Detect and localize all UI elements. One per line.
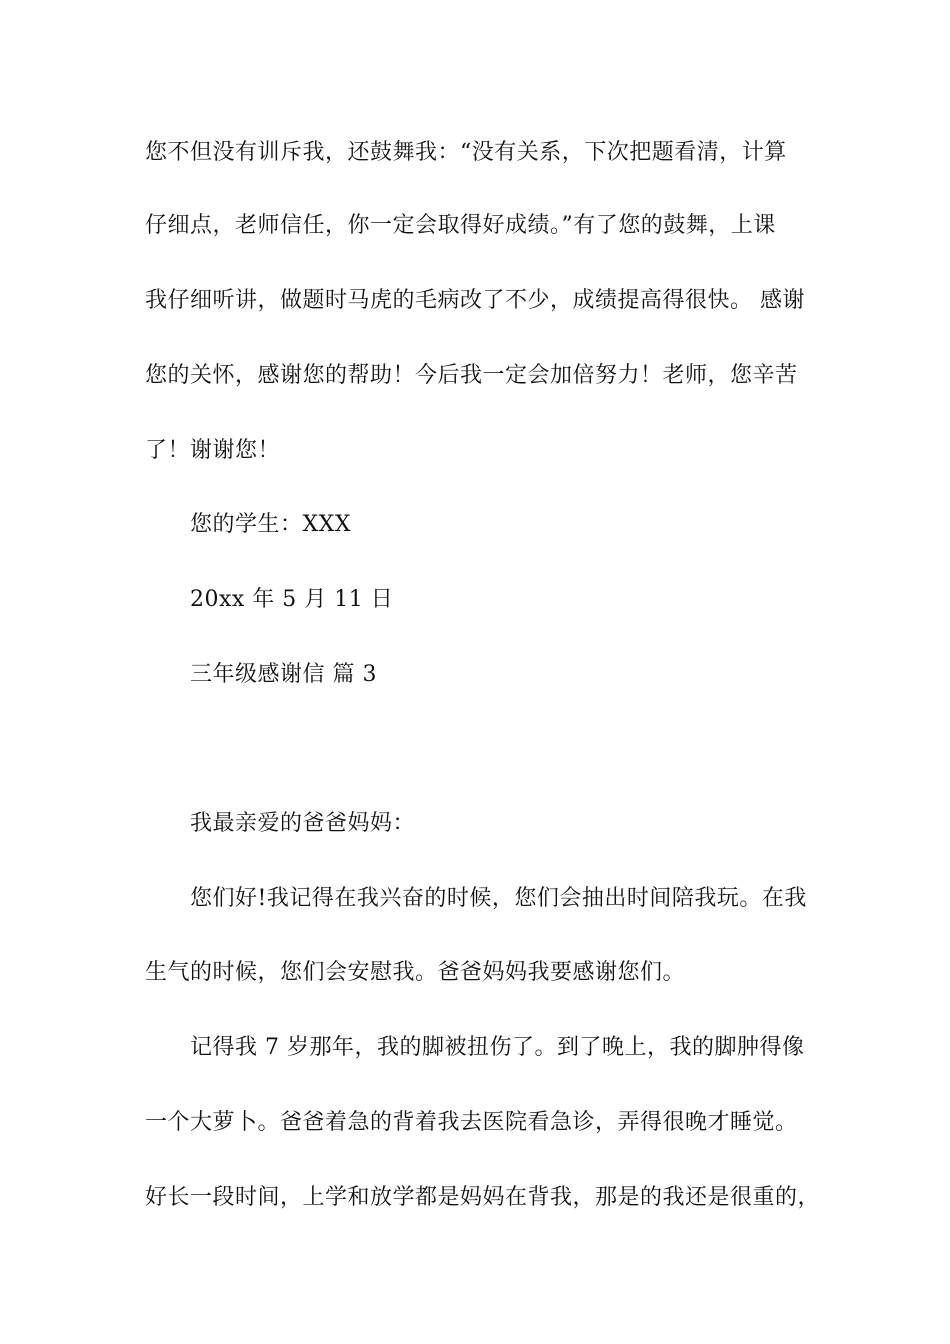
paragraph-line: 仔细点，老师信任，你一定会取得好成绩。”有了您的鼓舞，上课 (145, 213, 776, 238)
salutation-line: 我最亲爱的爸爸妈妈： (190, 811, 416, 836)
date-line: 20xx 年 5 月 11 日 (190, 587, 394, 612)
paragraph-line: 生气的时候，您们会安慰我。爸爸妈妈我要感谢您们。 (145, 960, 686, 985)
paragraph-line: 一个大萝卜。爸爸着急的背着我去医院看急诊，弄得很晚才睡觉。 (145, 1110, 798, 1135)
paragraph-line: 记得我 7 岁那年，我的脚被扭伤了。到了晚上，我的脚肿得像 (190, 1035, 805, 1060)
paragraph-line: 我仔细听讲，做题时马虎的毛病改了不少，成绩提高得很快。 感谢 (145, 288, 805, 313)
paragraph-line: 您不但没有训斥我，还鼓舞我：“没有关系，下次把题看清，计算 (145, 140, 787, 165)
paragraph-line: 您们好!我记得在我兴奋的时候，您们会抽出时间陪我玩。在我 (190, 886, 807, 911)
paragraph-line: 您的关怀，感谢您的帮助！今后我一定会加倍努力！老师，您辛苦 (145, 363, 798, 388)
paragraph-line: 了！谢谢您！ (145, 438, 281, 463)
paragraph-line: 好长一段时间，上学和放学都是妈妈在背我，那是的我还是很重的， (145, 1185, 821, 1210)
section-heading: 三年级感谢信 篇 3 (190, 662, 377, 687)
signature-line: 您的学生：XXX (190, 512, 351, 537)
